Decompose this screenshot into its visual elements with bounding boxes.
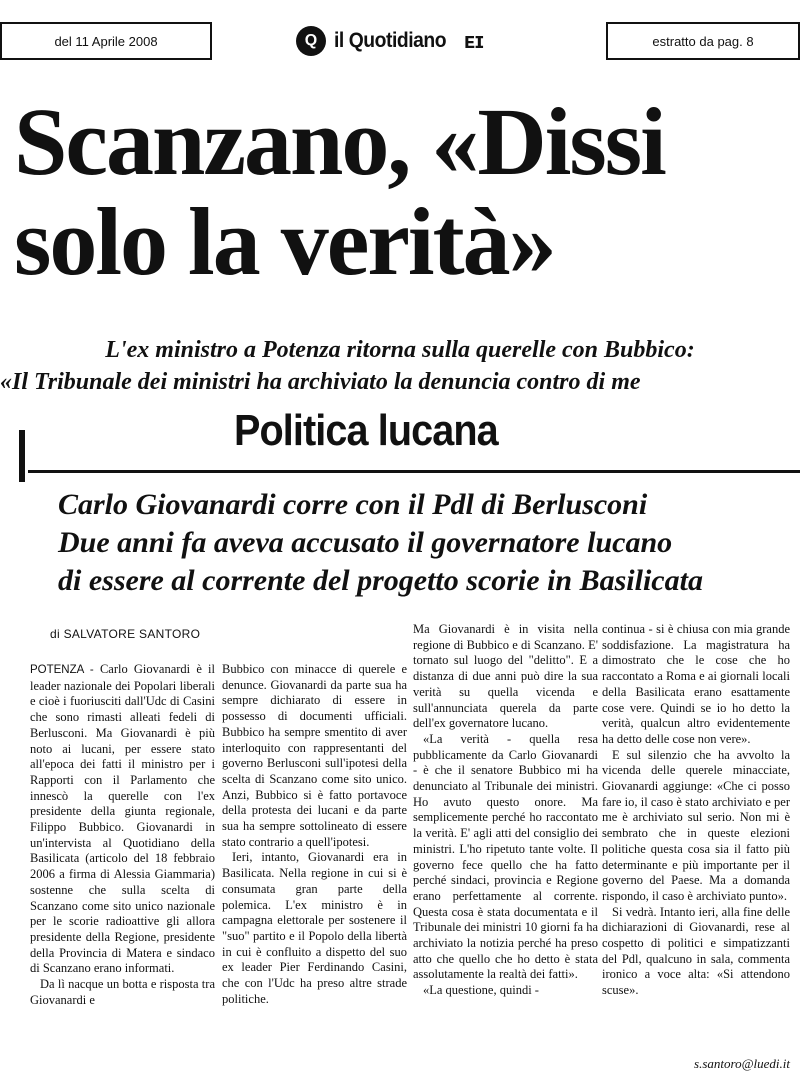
paragraph: continua - si è chiusa con mia grande soddisfazione. La magistratura ha dimostrato che le cose che ho raccontato a Roma e ai giornali locali della Basilicata erano esattamente cose vere. Quindi se io ho detto la verità, qualcun altro evidentemente ha detto delle cose non vere».	[602, 622, 790, 746]
headline-line-2: solo la verità»	[14, 188, 555, 295]
horizontal-rule	[28, 470, 800, 473]
newspaper-mark: ᴇɪ	[463, 28, 484, 53]
article-column-3	[413, 622, 598, 999]
byline: di SALVATORE SANTORO	[50, 627, 201, 641]
paragraph: E sul silenzio che ha avvolto la vicenda delle querele minacciate, Giovanardi aggiunge: «Che ci posso fare io, il caso è stato archiviato e per me è archiviato sul serio. Non mi è sembrato che in queste elezioni politiche questa cosa sia il fatto più determinante e più importante per il governo del Paese. Ma a domanda rispondo, il caso è archiviato punto».	[602, 747, 790, 903]
dateline: POTENZA -	[30, 664, 94, 676]
author-email: s.santoro@luedi.it	[694, 1056, 790, 1071]
publication-date: del 11 Aprile 2008	[54, 33, 158, 49]
deck-line-1: Carlo Giovanardi corre con il Pdl di Berlusconi	[58, 488, 648, 521]
newspaper-logo-icon: Q	[296, 26, 326, 56]
paragraph: Ma Giovanardi è in visita nella regione di Bubbico e di Scanzano. E' tornato sul luogo del "delitto". E a distanza di due anni può dire la sua verità su quella vicenda e sull'annunciata querela da parte dell'ex governatore lucano.	[413, 622, 598, 731]
article-column-1	[30, 662, 215, 1008]
paragraph: Bubbico con minacce di querele e denunce. Giovanardi da parte sua ha sempre dichiarato di essere in possesso di documenti ufficiali. Bubbico ha sempre smentito di aver interloquito con rappresentanti del governo Berlusconi sull'ipotesi della scelta di Scanzano come sito unico. Anzi, Bubbico si è fatto portavoce della protesta dei lucani e da parte sua ha sempre sottolineato di essere stato contrario a quell'ipotesi.	[222, 662, 407, 849]
paragraph: «La verità - quella resa pubblicamente da Carlo Giovanardi - è che il senatore Bubbico mi ha denunciato al Tribunale dei ministri. Ho avuto questo onore. Ma semplicemente perché ho raccontato la verità. E' agli atti del consiglio dei ministri. L'ho ripetuto tante volte. Il governo fece quello che ha fatto perché sindaci, provincia e Regione erano perfettamente al corrente. Questa cosa è stata documentata e il Tribunale dei ministri 10 giorni fa ha archiviato la notizia perché ha preso atto che quello che ho detto è stata assolutamente la realtà dei fatti».	[413, 731, 598, 982]
date-box	[0, 22, 212, 60]
deck-line-2: Due anni fa aveva accusato il governatore lucano	[58, 526, 673, 559]
headline	[14, 88, 794, 295]
masthead	[296, 22, 546, 60]
headline-line-1: Scanzano, «Dissi	[14, 88, 665, 195]
newspaper-name: il Quotidiano	[334, 29, 447, 52]
extract-box	[606, 22, 800, 60]
paragraph: Si vedrà. Intanto ieri, alla fine delle dichiarazioni di Giovanardi, rese al cospetto di politici e simpatizzanti del Pdl, qualcuno in sala, commenta ironico a voce alta: «Si attendono scuse».	[602, 904, 790, 998]
paragraph	[30, 662, 215, 977]
paragraph: «La questione, quindi -	[423, 983, 539, 998]
paragraph: Da lì nacque un botta e risposta tra Giovanardi e	[30, 977, 215, 1007]
paragraph-text: Carlo Giovanardi è il leader nazionale dei Popolari liberali e cioè i fuoriusciti dall'Udc di Casini che sono rimasti alleati fedeli di Berlusconi. Ma Giovanardi è più noto ai lucani, per essere stato all'epoca dei fatti il ministro per i Rapporti con il Parlamento che innescò la querelle con l'ex presidente della giunta regionale, Filippo Bubbico. Giovanardi in un'intervista al Quotidiano della Basilicata (articolo del 18 febbraio 2006 a firma di Alessia Giammaria) sostenne che sulla scelta di Scanzano come sito unico nazionale per le scorie radioattive gli allora presidente della Regione, presidente della Provincia di Matera e sindaco di Scanzano erano informati.	[30, 662, 216, 976]
left-bar-divider	[19, 430, 25, 482]
article-column-4	[602, 622, 790, 999]
paragraph: Ieri, intanto, Giovanardi era in Basilicata. Nella regione in cui si è consumata gran parte della polemica. L'ex ministro è in campagna elettorale per sostenere il "suo" partito e il Popolo della libertà in cui è confluito a dispetto del suo ex leader Pier Ferdinando Casini, che con l'Udc ha preso altre strade politiche.	[222, 850, 407, 1006]
subhead-line-1: L'ex ministro a Potenza ritorna sulla querelle con Bubbico:	[105, 337, 695, 363]
deck-line-3: di essere al corrente del progetto scorie in Basilicata	[58, 564, 703, 597]
page-extract: estratto da pag. 8	[652, 33, 754, 49]
deck	[58, 486, 800, 600]
section-tag: Politica lucana	[234, 406, 498, 455]
article-column-2	[222, 662, 407, 1007]
subhead-line-2: «Il Tribunale dei ministri ha archiviato la denuncia contro di me	[0, 369, 641, 395]
